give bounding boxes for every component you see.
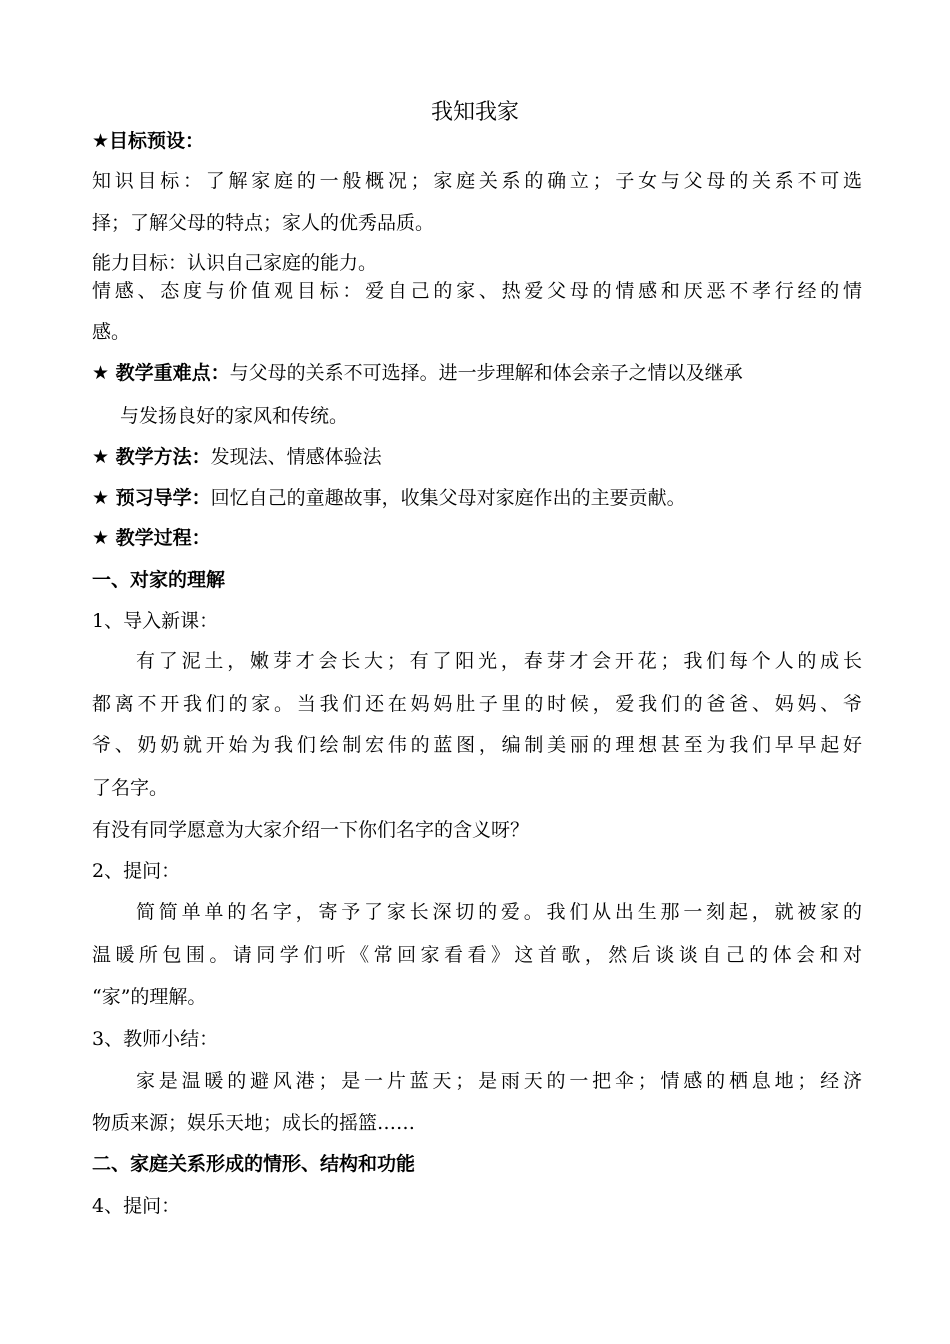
paragraph-2-line2: 温暖所包围。请同学们听《常回家看看》这首歌，然后谈谈自己的体会和对 — [92, 944, 862, 966]
method-label: ★ 教学方法： — [92, 446, 211, 468]
key-points-label: ★ 教学重难点： — [92, 362, 230, 384]
section-heading-1: 一、对家的理解 — [92, 569, 226, 591]
paragraph-1-line3: 爷、奶奶就开始为我们绘制宏伟的蓝图，编制美丽的理想甚至为我们早早起好 — [92, 734, 862, 756]
method-line — [92, 442, 862, 472]
paragraph-1-line2: 都离不开我们的家。当我们还在妈妈肚子里的时候，爱我们的爸爸、妈妈、爷 — [92, 693, 862, 715]
document-title: 我知我家 — [430, 100, 519, 125]
process-heading: ★ 教学过程： — [92, 527, 211, 549]
key-points-line1 — [92, 358, 862, 388]
question-1: 有没有同学愿意为大家介绍一下你们名字的含义呀？ — [92, 819, 530, 841]
preview-label: ★ 预习导学： — [92, 487, 211, 509]
paragraph-2-line3: “家”的理解。 — [92, 986, 207, 1008]
preview-line — [92, 483, 862, 513]
goals-heading: ★目标预设： — [92, 130, 205, 152]
emotion-goal-line1: 情感、态度与价值观目标：爱自己的家、热爱父母的情感和厌恶不孝行经的情 — [92, 280, 862, 302]
step-2: 2、提问： — [92, 860, 181, 882]
emotion-goal-line2: 感。 — [92, 321, 131, 343]
paragraph-3-line1: 家是温暖的避风港；是一片蓝天；是雨天的一把伞；情感的栖息地；经济 — [136, 1070, 862, 1092]
paragraph-1-line4: 了名字。 — [92, 777, 169, 799]
step-3: 3、教师小结： — [92, 1028, 219, 1050]
paragraph-1-line1: 有了泥土，嫩芽才会长大；有了阳光，春芽才会开花；我们每个人的成长 — [136, 650, 862, 672]
knowledge-goal-line1: 知识目标：了解家庭的一般概况；家庭关系的确立；子女与父母的关系不可选 — [92, 170, 862, 192]
section-heading-2: 二、家庭关系形成的情形、结构和功能 — [92, 1153, 416, 1175]
step-4: 4、提问： — [92, 1195, 181, 1217]
knowledge-goal-line2: 择；了解父母的特点；家人的优秀品质。 — [92, 212, 435, 234]
step-1: 1、导入新课： — [92, 610, 219, 632]
key-points-line2: 与发扬良好的家风和传统。 — [120, 405, 349, 427]
key-points-text: 与父母的关系不可选择。进一步理解和体会亲子之情以及继承 — [229, 362, 743, 384]
preview-text: 回忆自己的童趣故事，收集父母对家庭作出的主要贡献。 — [210, 487, 686, 509]
method-text: 发现法、情感体验法 — [210, 446, 382, 468]
ability-goal: 能力目标：认识自己家庭的能力。 — [92, 252, 378, 274]
paragraph-3-line2: 物质来源；娱乐天地；成长的摇篮…… — [92, 1112, 416, 1134]
paragraph-2-line1: 简简单单的名字，寄予了家长深切的爱。我们从出生那一刻起，就被家的 — [136, 901, 862, 923]
